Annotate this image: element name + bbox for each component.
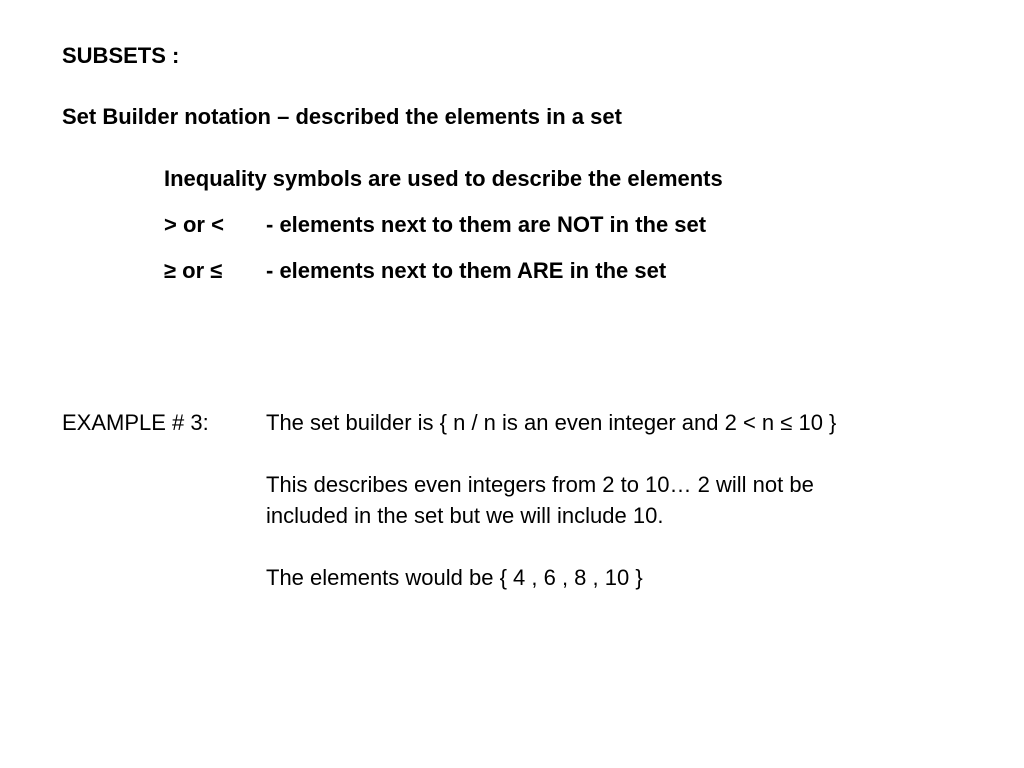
inequality-intro: Inequality symbols are used to describe the elements (164, 166, 723, 191)
inclusive-inequality-symbols: ≥ or ≤ (164, 258, 223, 283)
strict-inequality-symbols: > or < (164, 212, 224, 237)
page-title: SUBSETS : (62, 43, 180, 68)
section-subtitle: Set Builder notation – described the elements in a set (62, 104, 622, 129)
example-label: EXAMPLE # 3: (62, 410, 209, 435)
inequality-row-strict (164, 212, 864, 238)
example-explanation-line-1: This describes even integers from 2 to 10… 2 will not be (266, 472, 814, 497)
example-statement: The set builder is { n / n is an even integer and 2 < n ≤ 10 } (266, 410, 837, 435)
inequality-row-inclusive (164, 258, 864, 284)
strict-inequality-description: - elements next to them are NOT in the set (266, 212, 707, 237)
inclusive-inequality-description: - elements next to them ARE in the set (266, 258, 667, 283)
example-explanation-line-2: included in the set but we will include 10. (266, 503, 664, 528)
example-result: The elements would be { 4 , 6 , 8 , 10 } (266, 565, 643, 590)
